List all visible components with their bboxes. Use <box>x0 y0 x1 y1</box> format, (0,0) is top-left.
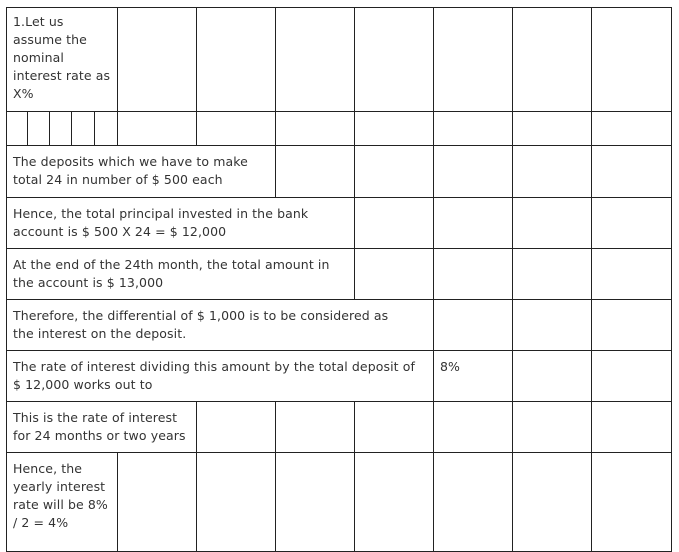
table-cell <box>275 401 355 453</box>
table-cell <box>512 197 592 249</box>
table-cell <box>512 7 592 112</box>
rate-calculation-text: The rate of interest dividing this amount by the total deposit of $ 12,000 works out to <box>13 359 416 392</box>
yearly-rate-text: Hence, the yearly interest rate will be 8% / 2 = 4% <box>13 461 108 530</box>
table-cell <box>354 145 434 198</box>
table-cell <box>275 452 355 552</box>
table-cell <box>512 350 592 402</box>
principal-text: Hence, the total principal invested in the bank account is $ 500 X 24 = $ 12,000 <box>13 206 309 239</box>
table-cell <box>196 452 276 552</box>
table-cell <box>71 111 95 146</box>
two-year-rate-text: This is the rate of interest for 24 months or two years <box>13 410 186 443</box>
table-cell <box>591 197 672 249</box>
table-cell <box>433 145 513 198</box>
table-cell <box>196 401 276 453</box>
table-cell <box>433 197 513 249</box>
table-cell <box>591 7 672 112</box>
differential-text: Therefore, the differential of $ 1,000 is to be considered as the interest on the deposit. <box>13 308 389 341</box>
table-cell <box>275 7 355 112</box>
table-cell <box>433 299 513 351</box>
table-cell <box>512 145 592 198</box>
rate-value: 8% <box>440 359 461 374</box>
table-cell <box>354 248 434 300</box>
assumption-text: 1.Let us assume the nominal interest rate as X% <box>13 14 111 101</box>
table-cell <box>354 111 434 146</box>
table-cell <box>117 111 197 146</box>
table-cell <box>117 7 197 112</box>
table-cell <box>117 452 197 552</box>
table-cell <box>591 145 672 198</box>
table-cell <box>591 350 672 402</box>
table-cell <box>27 111 50 146</box>
table-cell <box>354 452 434 552</box>
table-cell <box>433 401 513 453</box>
table-cell <box>196 7 276 112</box>
table-cell <box>433 7 513 112</box>
table-cell <box>275 145 355 198</box>
table-cell <box>433 452 513 552</box>
deposits-text: The deposits which we have to make total 24 in number of $ 500 each <box>13 154 248 187</box>
table-cell <box>94 111 118 146</box>
table-cell <box>512 299 592 351</box>
table-cell <box>591 299 672 351</box>
table-cell <box>275 111 355 146</box>
table-cell <box>6 111 28 146</box>
table-cell <box>354 401 434 453</box>
table-cell <box>433 111 513 146</box>
table-cell <box>433 248 513 300</box>
table-cell <box>354 7 434 112</box>
table-cell <box>512 248 592 300</box>
table-cell <box>354 197 434 249</box>
table-cell <box>196 111 276 146</box>
table-cell <box>512 452 592 552</box>
table-cell <box>591 401 672 453</box>
table-cell <box>49 111 72 146</box>
total-amount-text: At the end of the 24th month, the total amount in the account is $ 13,000 <box>13 257 330 290</box>
table-cell <box>591 248 672 300</box>
table-cell <box>512 401 592 453</box>
table-cell <box>591 111 672 146</box>
table-cell <box>512 111 592 146</box>
table-cell <box>591 452 672 552</box>
